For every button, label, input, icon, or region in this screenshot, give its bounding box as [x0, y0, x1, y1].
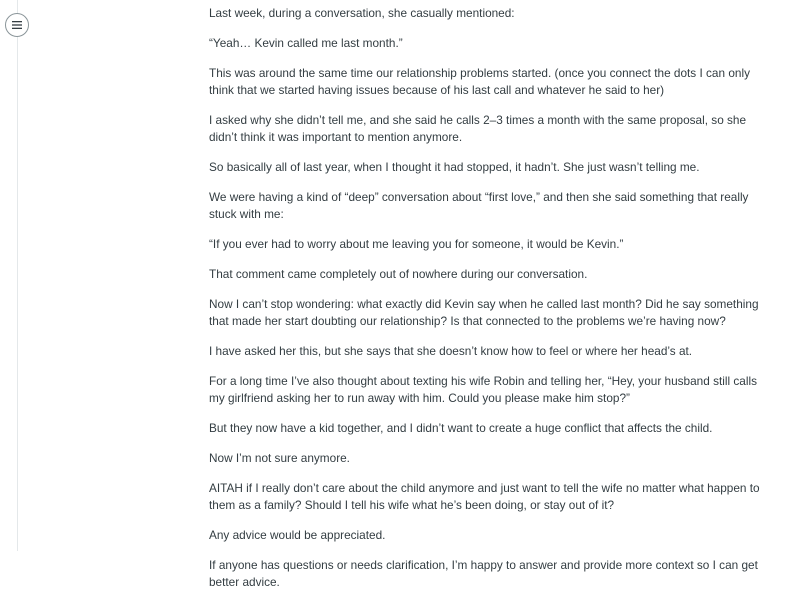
post-paragraph: Now I’m not sure anymore. [209, 451, 350, 465]
post-paragraph: “Yeah… Kevin called me last month.” [209, 36, 403, 50]
post-paragraph: Last week, during a conversation, she casually mentioned: [209, 6, 515, 20]
post-paragraph: For a long time I’ve also thought about texting his wife Robin and telling her, “Hey, your husband still calls my girlfriend asking her to run away with him. Could you please make him stop?” [209, 374, 757, 405]
hamburger-menu-icon [11, 20, 23, 30]
post-body [209, 5, 774, 604]
post-paragraph: Now I can’t stop wondering: what exactly did Kevin say when he called last month? Did he say something that made her start doubting our relationship? Is that connected to the problems we’re having now? [209, 297, 759, 328]
menu-button[interactable] [5, 13, 29, 37]
post-paragraph: I asked why she didn’t tell me, and she said he calls 2–3 times a month with the same proposal, so she didn’t think it was important to mention anymore. [209, 113, 747, 144]
post-paragraph: This was around the same time our relationship problems started. (once you connect the dots I can only think that we started having issues because of his last call and whatever he said to her) [209, 66, 750, 97]
thread-rail [17, 0, 18, 551]
post-paragraph: If anyone has questions or needs clarification, I’m happy to answer and provide more context so I can get better advice. [209, 558, 758, 589]
post-paragraph: AITAH if I really don’t care about the child anymore and just want to tell the wife no matter what happen to them as a family? Should I tell his wife what he’s been doing, or stay out of it? [209, 481, 760, 512]
post-paragraph: We were having a kind of “deep” conversation about “first love,” and then she said something that really stuck with me: [209, 190, 749, 221]
post-paragraph: Any advice would be appreciated. [209, 528, 386, 542]
post-paragraph: “If you ever had to worry about me leaving you for someone, it would be Kevin.” [209, 237, 624, 251]
post-paragraph: But they now have a kid together, and I didn’t want to create a huge conflict that affects the child. [209, 421, 713, 435]
post-paragraph: I have asked her this, but she says that she doesn’t know how to feel or where her head’s at. [209, 344, 693, 358]
post-paragraph: So basically all of last year, when I thought it had stopped, it hadn’t. She just wasn’t telling me. [209, 160, 700, 174]
post-paragraph: That comment came completely out of nowhere during our conversation. [209, 267, 588, 281]
